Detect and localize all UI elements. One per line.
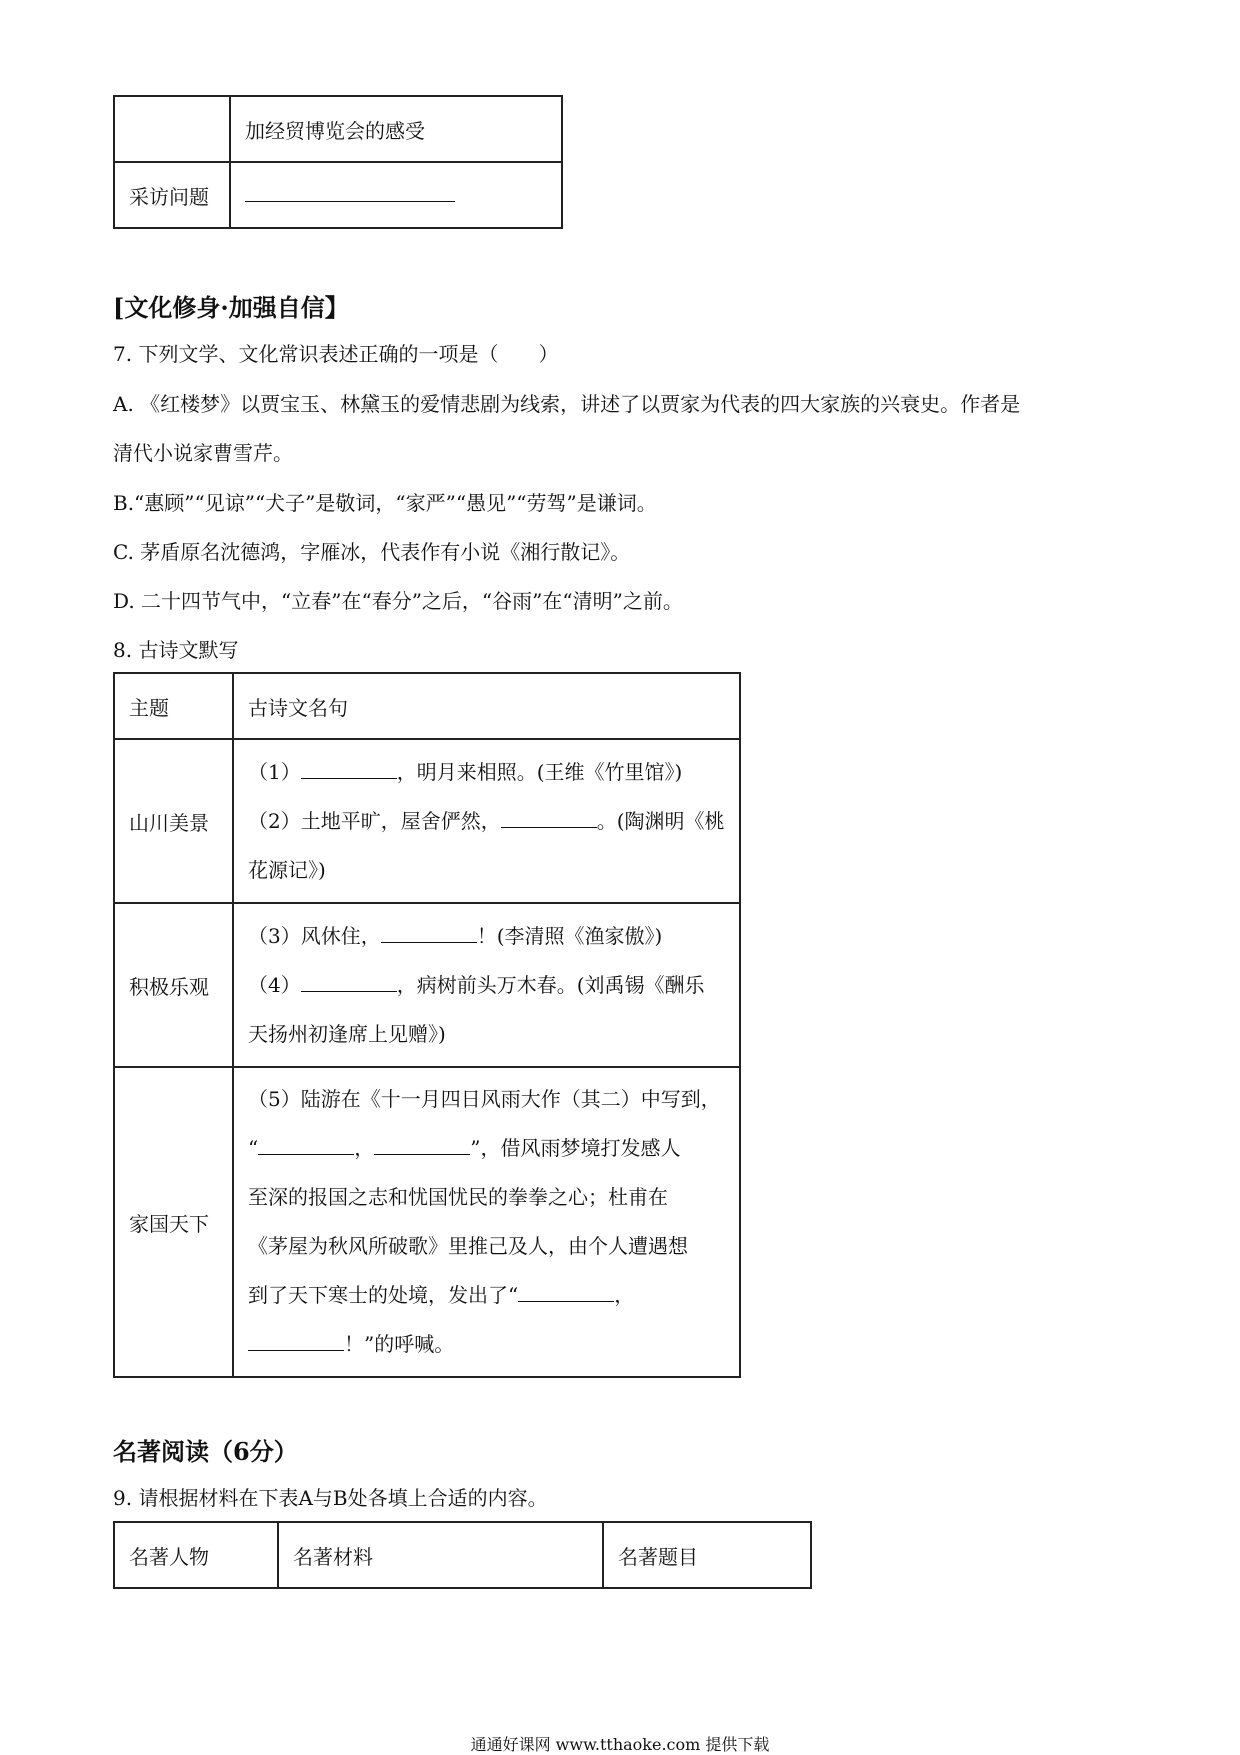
poetry-theme-landscape: 山川美景 <box>114 739 233 903</box>
answer-blank[interactable] <box>245 183 455 202</box>
poetry-lines-landscape <box>233 739 740 903</box>
poetry-line: （2）土地平旷，屋舍俨然， 。(陶渊明《桃 <box>248 808 725 833</box>
q7-option-a-line2: 清代小说家曹雪芹。 <box>113 441 293 465</box>
poetry-line: 到了天下寒士的处境，发出了“ ， <box>248 1283 635 1307</box>
poetry-line: （5）陆游在《十一月四日风雨大作（其二）中写到， <box>248 1087 721 1111</box>
poetry-header-lines: 古诗文名句 <box>233 673 740 739</box>
poetry-table <box>113 672 741 1378</box>
poetry-lines-optimism <box>233 903 740 1067</box>
q9-stem: 9. 请根据材料在下表A与B处各填上合适的内容。 <box>113 1486 548 1510</box>
poetry-line: （1） ，明月来相照。(王维《竹里馆》) <box>248 759 683 784</box>
poetry-header-theme: 主题 <box>114 673 233 739</box>
q7-option-d: D. 二十四节气中，“立春”在“春分”之后，“谷雨”在“清明”之前。 <box>113 589 683 613</box>
poetry-theme-nation: 家国天下 <box>114 1067 233 1377</box>
interview-question-answer-cell <box>230 162 562 228</box>
answer-blank[interactable] <box>518 1283 614 1302</box>
culture-section-heading: [文化修身·加强自信】 <box>113 293 349 322</box>
classics-section-heading: 名著阅读（6分） <box>113 1437 298 1466</box>
answer-blank[interactable] <box>258 1136 354 1155</box>
answer-blank[interactable] <box>301 973 397 992</box>
interview-table-content-cell: 加经贸博览会的感受 <box>230 96 562 162</box>
q7-stem: 7. 下列文学、文化常识表述正确的一项是（ ） <box>113 342 559 366</box>
poetry-line: （4） ，病树前头万木春。(刘禹锡《酬乐 <box>248 972 705 997</box>
poetry-line: （3）风休住， ！(李清照《渔家傲》) <box>248 923 663 948</box>
answer-blank[interactable] <box>381 924 477 943</box>
classics-col-title: 名著题目 <box>603 1522 811 1588</box>
answer-blank[interactable] <box>248 1332 344 1351</box>
interview-table <box>113 95 563 229</box>
q7-option-b: B.“惠顾”“见谅”“犬子”是敬词，“家严”“愚见”“劳驾”是谦词。 <box>113 491 657 515</box>
poetry-line: 至深的报国之志和忧国忧民的拳拳之心；杜甫在 <box>248 1185 668 1209</box>
q7-option-a-line1: A. 《红楼梦》以贾宝玉、林黛玉的爱情悲剧为线索，讲述了以贾家为代表的四大家族的兴衰史。作者是 <box>113 392 1021 416</box>
answer-blank[interactable] <box>301 760 397 779</box>
interview-table-empty-cell <box>114 96 230 162</box>
footer-watermark: 通通好课网 www.tthaoke.com 提供下载 <box>470 1735 770 1754</box>
poetry-line: “ ， ”，借风雨梦境打发感人 <box>248 1136 681 1160</box>
poetry-line: 天扬州初逢席上见赠》) <box>248 1021 446 1046</box>
poetry-line: 《茅屋为秋风所破歌》里推己及人，由个人遭遇想 <box>248 1234 688 1258</box>
classics-table <box>113 1521 812 1589</box>
answer-blank[interactable] <box>374 1136 470 1155</box>
interview-question-label: 采访问题 <box>114 162 230 228</box>
q8-stem: 8. 古诗文默写 <box>113 638 239 662</box>
classics-col-material: 名著材料 <box>278 1522 603 1588</box>
poetry-lines-nation <box>233 1067 740 1377</box>
poetry-line: 花源记》) <box>248 857 326 882</box>
poetry-line: ！”的呼喊。 <box>248 1320 725 1369</box>
classics-col-character: 名著人物 <box>114 1522 278 1588</box>
poetry-theme-optimism: 积极乐观 <box>114 903 233 1067</box>
answer-blank[interactable] <box>501 809 597 828</box>
q7-option-c: C. 茅盾原名沈德鸿，字雁冰，代表作有小说《湘行散记》。 <box>113 540 631 564</box>
